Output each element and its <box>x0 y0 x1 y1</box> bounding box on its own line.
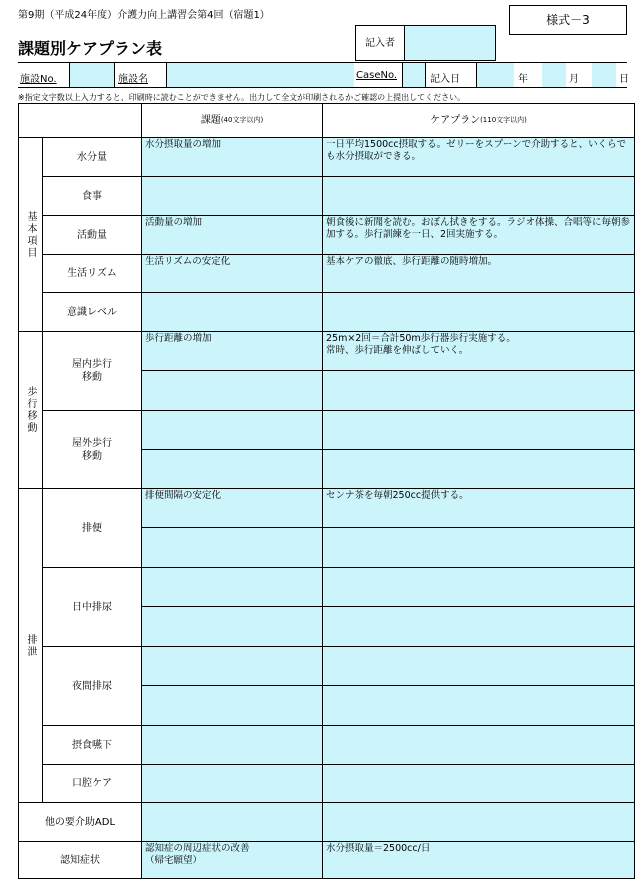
issue-cell-day-urination-2[interactable] <box>141 606 323 647</box>
item-swallowing: 摂食嚥下 <box>42 725 142 765</box>
item-night-urination: 夜間排尿 <box>42 646 142 726</box>
plan-cell-dementia[interactable]: 水分摂取量＝2500cc/日 <box>322 841 635 879</box>
plan-cell-defecation-2[interactable] <box>322 527 635 568</box>
day-label: 日 <box>619 74 629 85</box>
issue-cell-defecation-2[interactable] <box>141 527 323 568</box>
date-label: 記入日 <box>430 74 460 85</box>
group-excretion: 排泄 <box>18 488 43 803</box>
issue-cell-night-urination-2[interactable] <box>141 685 323 726</box>
year-label: 年 <box>518 74 528 85</box>
plan-cell-night-urination-1[interactable] <box>322 646 635 686</box>
plan-cell-day-urination-2[interactable] <box>322 606 635 647</box>
item-indoor-walk: 屋内歩行 移動 <box>42 331 142 411</box>
date-month-field[interactable] <box>542 63 566 87</box>
issue-cell-indoor-1[interactable]: 歩行距離の増加 <box>141 331 323 371</box>
item-dementia: 認知症状 <box>18 841 142 879</box>
facility-name-field[interactable] <box>166 63 354 87</box>
issue-header: 課題 (40文字以内) <box>141 103 323 138</box>
item-rhythm: 生活リズム <box>42 254 142 293</box>
info-row <box>18 62 627 88</box>
plan-header: ケアプラン (110文字以内) <box>322 103 635 138</box>
item-activity: 活動量 <box>42 215 142 255</box>
group-walk: 歩行移動 <box>18 331 43 489</box>
form-id-box <box>509 5 627 35</box>
date-year-field[interactable] <box>476 63 514 87</box>
item-defecation: 排便 <box>42 488 142 568</box>
course-title: 第9期（平成24年度）介護力向上講習会第4回（宿題1） <box>18 10 270 21</box>
plan-cell-day-urination-1[interactable] <box>322 567 635 607</box>
issue-cell-day-urination-1[interactable] <box>141 567 323 607</box>
issue-cell-outdoor-1[interactable] <box>141 410 323 450</box>
issue-cell-swallowing[interactable] <box>141 725 323 765</box>
month-label: 月 <box>569 74 579 85</box>
issue-cell-rhythm[interactable]: 生活リズムの安定化 <box>141 254 323 293</box>
item-consciousness: 意識レベル <box>42 292 142 332</box>
issue-cell-activity[interactable]: 活動量の増加 <box>141 215 323 255</box>
plan-cell-swallowing[interactable] <box>322 725 635 765</box>
plan-cell-outdoor-1[interactable] <box>322 410 635 450</box>
recorder-label-cell <box>355 25 405 61</box>
issue-cell-dementia[interactable]: 認知症の周辺症状の改善 （帰宅願望） <box>141 841 323 879</box>
issue-cell-water[interactable]: 水分摂取量の増加 <box>141 137 323 177</box>
item-meal: 食事 <box>42 176 142 216</box>
plan-cell-other-adl[interactable] <box>322 802 635 842</box>
group-basic: 基本項目 <box>18 137 43 332</box>
case-no-label: CaseNo. <box>356 70 398 81</box>
plan-cell-rhythm[interactable]: 基本ケアの徹底、歩行距離の随時増加。 <box>322 254 635 293</box>
item-water: 水分量 <box>42 137 142 177</box>
plan-cell-consciousness[interactable] <box>322 292 635 332</box>
issue-cell-oral-care[interactable] <box>141 764 323 803</box>
item-oral-care: 口腔ケア <box>42 764 142 803</box>
date-day-field[interactable] <box>592 63 616 87</box>
notice-text: ※指定文字数以上入力すると、印刷時に読むことができません。出力して全文が印刷されるかご確認の上提出してください。 <box>18 93 466 102</box>
plan-cell-indoor-1[interactable]: 25m×2回＝合計50m歩行器歩行実施する。 常時、歩行距離を伸ばしていく。 <box>322 331 635 371</box>
item-other-adl: 他の要介助ADL <box>18 802 142 842</box>
item-day-urination: 日中排尿 <box>42 567 142 647</box>
plan-cell-water[interactable]: 一日平均1500cc摂取する。ゼリーをスプーンで介助すると、いくらでも水分摂取ができる。 <box>322 137 635 177</box>
form-id: 様式－3 <box>546 12 590 27</box>
facility-name-label: 施設名 <box>118 74 148 85</box>
issue-cell-indoor-2[interactable] <box>141 370 323 411</box>
issue-cell-night-urination-1[interactable] <box>141 646 323 686</box>
plan-cell-oral-care[interactable] <box>322 764 635 803</box>
plan-cell-meal[interactable] <box>322 176 635 216</box>
doc-title: 課題別ケアプラン表 <box>18 39 163 58</box>
issue-cell-defecation-1[interactable]: 排便間隔の安定化 <box>141 488 323 528</box>
recorder-field[interactable] <box>404 25 496 61</box>
item-outdoor-walk: 屋外歩行 移動 <box>42 410 142 489</box>
facility-no-label: 施設No. <box>20 74 57 85</box>
plan-cell-activity[interactable]: 朝食後に新聞を読む。おぼん拭きをする。ラジオ体操、合唱等に毎朝参加する。歩行訓練を一日、2回実施する。 <box>322 215 635 255</box>
plan-cell-night-urination-2[interactable] <box>322 685 635 726</box>
corner-cell <box>18 103 142 138</box>
issue-cell-other-adl[interactable] <box>141 802 323 842</box>
case-no-field[interactable] <box>402 63 426 87</box>
issue-cell-consciousness[interactable] <box>141 292 323 332</box>
plan-cell-defecation-1[interactable]: センナ茶を毎朝250cc提供する。 <box>322 488 635 528</box>
recorder-label: 記入者 <box>365 37 395 49</box>
issue-cell-outdoor-2[interactable] <box>141 449 323 489</box>
plan-cell-outdoor-2[interactable] <box>322 449 635 489</box>
facility-no-field[interactable] <box>69 63 115 87</box>
issue-cell-meal[interactable] <box>141 176 323 216</box>
plan-cell-indoor-2[interactable] <box>322 370 635 411</box>
